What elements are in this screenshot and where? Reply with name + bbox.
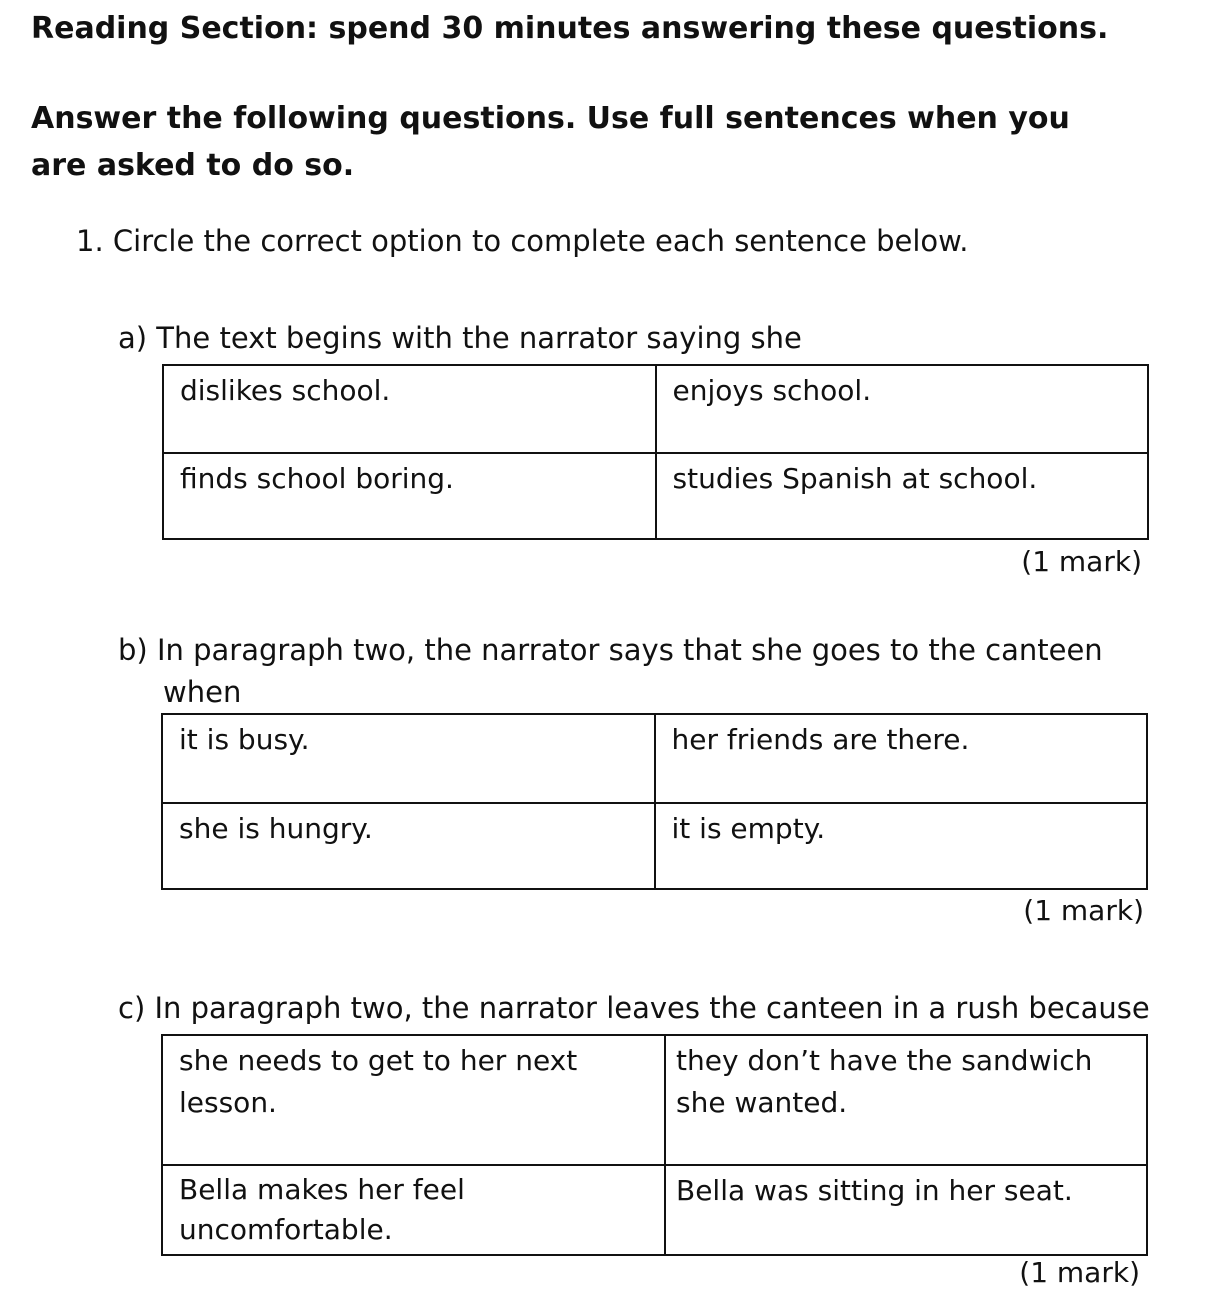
part-c-options — [161, 1034, 1148, 1256]
question-1: 1. Circle the correct option to complete each sentence below. — [76, 224, 969, 258]
option[interactable]: enjoys school. — [656, 365, 1149, 453]
option[interactable]: they don’t have the sandwich she wanted. — [665, 1035, 1147, 1165]
option[interactable]: it is empty. — [655, 803, 1148, 889]
option[interactable]: it is busy. — [162, 714, 655, 803]
option[interactable]: her friends are there. — [655, 714, 1148, 803]
option[interactable]: studies Spanish at school. — [656, 453, 1149, 539]
part-c-prompt: c) In paragraph two, the narrator leaves the canteen in a rush because — [118, 991, 1150, 1025]
part-a-options — [162, 364, 1149, 540]
instructions: Answer the following questions. Use full sentences when you are asked to do so. — [31, 101, 1070, 183]
option[interactable]: dislikes school. — [163, 365, 656, 453]
mark: (1 mark) — [1023, 894, 1144, 927]
option[interactable]: she is hungry. — [162, 803, 655, 889]
option[interactable]: Bella was sitting in her seat. — [665, 1165, 1147, 1255]
mark: (1 mark) — [1019, 1256, 1140, 1289]
part-b-prompt: b) In paragraph two, the narrator says that she goes to the canteen when — [118, 633, 1103, 709]
section-heading: Reading Section: spend 30 minutes answering these questions. — [31, 11, 1109, 46]
part-a-prompt: a) The text begins with the narrator saying she — [118, 321, 802, 355]
option[interactable]: finds school boring. — [163, 453, 656, 539]
option[interactable]: Bella makes her feel uncomfortable. — [162, 1165, 665, 1255]
mark: (1 mark) — [1021, 545, 1142, 578]
part-b-options — [161, 713, 1148, 890]
option[interactable]: she needs to get to her next lesson. — [162, 1035, 665, 1165]
